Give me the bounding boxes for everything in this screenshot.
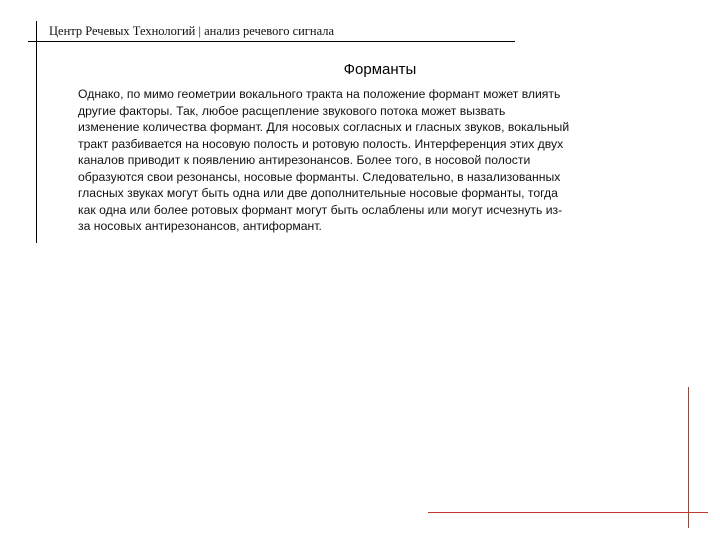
slide-title: Форманты <box>343 61 417 78</box>
header-title: Центр Речевых Технологий | анализ речевого сигнала <box>49 24 335 38</box>
body-line: каналов приводит к появлению антирезонансов. Более того, в носовой полости <box>78 153 531 167</box>
body-line: Однако, по мимо геометрии вокального тракта на положение формант может влиять <box>78 87 561 101</box>
body-line: за носовых антирезонансов, антиформант. <box>78 219 322 233</box>
body-line: изменение количества формант. Для носовых согласных и гласных звуков, вокальный <box>78 120 570 134</box>
corner-decoration-vertical <box>688 387 689 528</box>
header-rule <box>28 41 515 42</box>
body-line: как одна или более ротовых формант могут быть ослаблены или могут исчезнуть из- <box>78 202 563 217</box>
body-line: другие факторы. Так, любое расщепление звукового потока может вызвать <box>78 103 506 118</box>
slide-body <box>78 86 658 235</box>
left-margin-rule <box>36 21 37 243</box>
body-line: тракт разбивается на носовую полость и ротовую полость. Интерференция этих двух <box>78 136 564 151</box>
body-line: образуются свои резонансы, носовые форманты. Следовательно, в назализованных <box>78 169 561 184</box>
corner-decoration-horizontal <box>428 512 708 513</box>
body-line: гласных звуках могут быть одна или две дополнительные носовые форманты, тогда <box>78 186 558 200</box>
